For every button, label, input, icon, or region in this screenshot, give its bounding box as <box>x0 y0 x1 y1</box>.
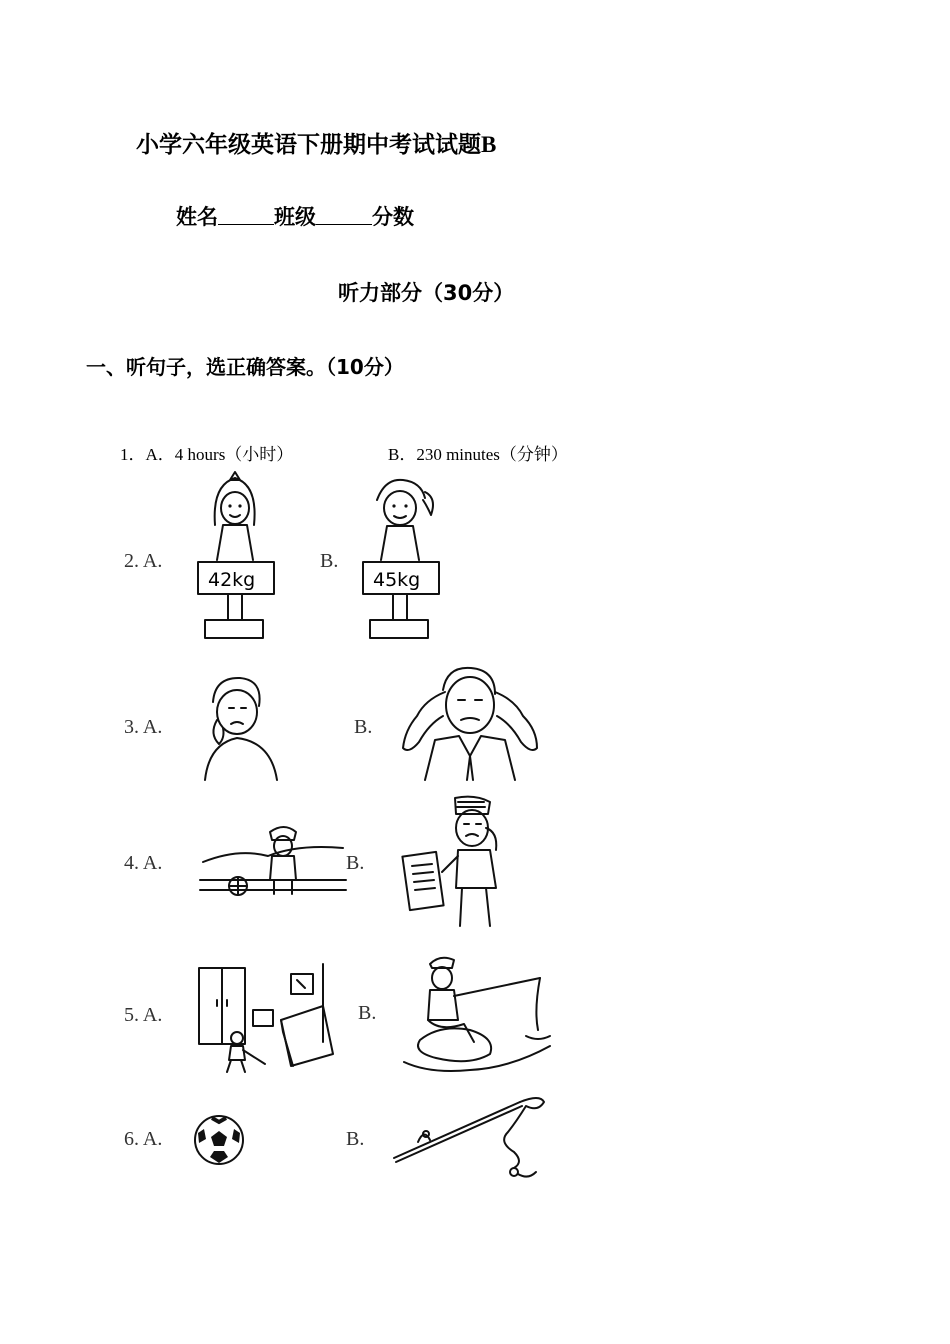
q2-girl-on-scale-b-image[interactable] <box>355 470 445 645</box>
q1-option-a[interactable]: A．4 hours（小时） <box>145 445 294 464</box>
q3-label-b: B. <box>354 716 373 738</box>
q4-boy-sitting-with-ball-image-a[interactable] <box>198 818 348 900</box>
q4-label-b: B. <box>346 852 365 874</box>
q2-girl-on-scale-a-image[interactable] <box>190 470 280 645</box>
q6-label-b: B. <box>346 1128 365 1150</box>
q6-soccer-ball-image-a[interactable] <box>192 1113 246 1167</box>
q2-scale-a-reading: 42kg <box>208 569 256 591</box>
score-label: 分数 <box>372 205 414 229</box>
q1-number: 1． <box>120 445 146 464</box>
q3-label-a: 3. A. <box>124 716 163 738</box>
class-label: 班级 <box>274 205 316 229</box>
q3-headache-image-b[interactable] <box>395 660 545 782</box>
student-info-line <box>176 201 414 231</box>
q4-boy-with-doctor-note-image-b[interactable] <box>400 792 510 930</box>
q2-scale-b-reading: 45kg <box>373 569 421 591</box>
q4-label-a: 4. A. <box>124 852 163 874</box>
class-blank[interactable] <box>316 206 372 225</box>
name-label: 姓名 <box>176 205 218 229</box>
q5-label-a: 5. A. <box>124 1004 163 1026</box>
exam-title <box>136 126 496 159</box>
q3-toothache-image-a[interactable] <box>195 672 285 782</box>
q2-label-b: B. <box>320 550 339 572</box>
q1-number-and-option-a <box>120 440 293 465</box>
q6-fishing-rod-image-b[interactable] <box>390 1092 550 1184</box>
q6-label-a: 6. A. <box>124 1128 163 1150</box>
q5-boy-cleaning-room-image-a[interactable] <box>195 962 340 1077</box>
q5-man-fishing-image-b[interactable] <box>400 950 555 1080</box>
q2-label-a: 2. A. <box>124 550 163 572</box>
q5-label-b: B. <box>358 1002 377 1024</box>
q1-option-b[interactable]: B．230 minutes（分钟） <box>388 445 568 464</box>
exam-title-text: 小学六年级英语下册期中考试试题 <box>136 132 481 158</box>
section-1-title: 一、听句子，选正确答案。（10分） <box>86 355 404 379</box>
listening-heading: 听力部分（30分） <box>338 281 515 305</box>
exam-title-suffix: B <box>481 132 497 157</box>
name-blank[interactable] <box>218 206 274 225</box>
